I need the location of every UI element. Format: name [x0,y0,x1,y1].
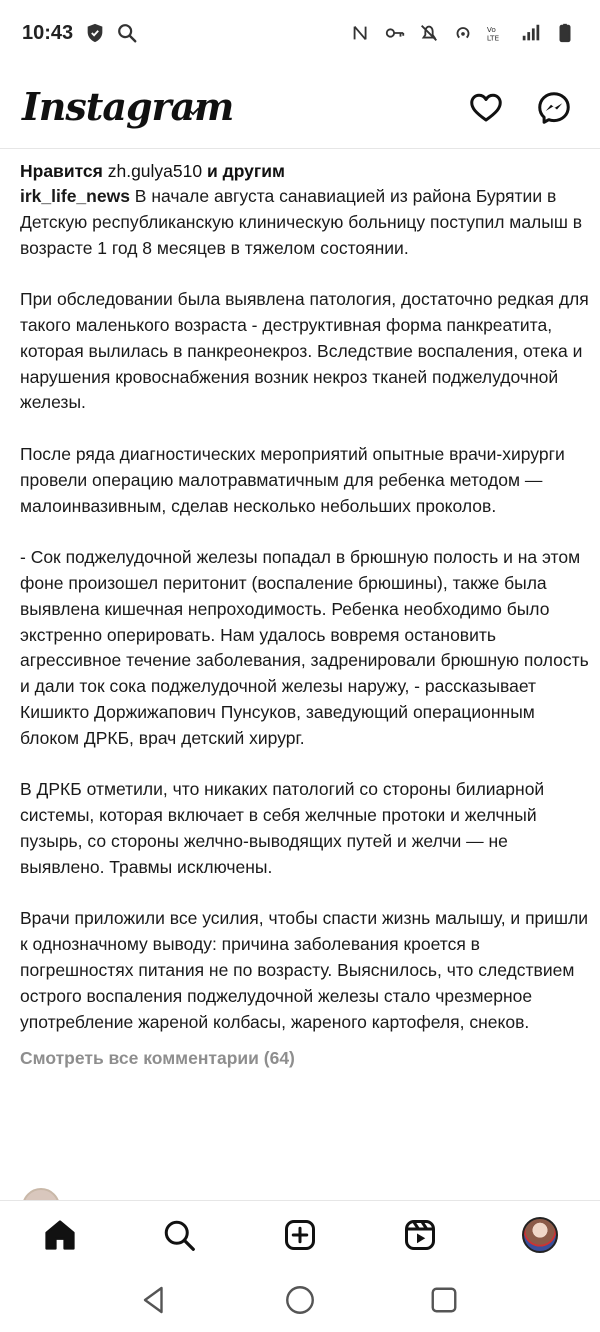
svg-text:Vo: Vo [486,25,496,35]
nav-search-button[interactable] [159,1215,199,1255]
caption-paragraph: - Сок поджелудочной железы попадал в брюшную полость и на этом фоне произошел перитонит (воспаление брюшины), также была выявлена кишечная непроходимость. Ребенка необходимо было экстренно оперировать. Нам удалось вовремя остановить агрессивное течение заболевания, задренировали брюшную полость и дали ток сока поджелудочной железы наружу, - рассказывает Кишикто Доржижапович Пунсуков, заведующий операционным блоком ДРКБ, врач детский хирург. [20,547,594,748]
caption-paragraph: Врачи приложили все усилия, чтобы спасти жизнь малышу, и пришли к однозначному выводу: причина заболевания кроется в погрешностях питания не по возрасту. Выяснилось, что следствием острого воспаления поджелудочной железы стало чрезмерное употребление жареной колбасы, жареного картофеля, снеков. [20,908,593,1032]
nav-home-button[interactable] [40,1215,80,1255]
chevron-down-icon[interactable] [184,102,202,120]
hotspot-icon [452,22,474,44]
view-comments-link[interactable]: Смотреть все комментарии (64) [20,1048,295,1069]
likes-user[interactable]: zh.gulya510 [107,161,203,181]
post-caption [20,184,594,1035]
svg-text:LTE: LTE [486,33,500,43]
instagram-logo[interactable]: Instagram [22,84,234,129]
bottom-nav [0,1200,600,1269]
status-bar [0,0,600,70]
nav-reels-button[interactable] [400,1215,440,1255]
system-nav-bar [0,1268,600,1332]
back-icon[interactable] [136,1282,172,1318]
signal-icon [520,22,542,44]
search-icon [161,1217,197,1253]
post-content [20,158,594,1071]
likes-prefix: Нравится [20,161,108,181]
caption-paragraph: При обследовании была выявлена патология, достаточно редкая для такого маленького возраста - деструктивная форма панкреатита, которая вылилась в панкреонекроз. Вследствие воспаления, отека и нарушения кровоснабжения возник некроз тканей поджелудочной железы. [20,289,594,413]
caption-paragraph [20,184,590,261]
nav-profile-button[interactable] [520,1215,560,1255]
caption-paragraph: После ряда диагностических мероприятий опытные врачи-хирурги провели операцию малотравматичным для ребенка методом — малоинвазивным, сделав несколько небольших проколов. [20,443,570,516]
recents-icon[interactable] [426,1282,462,1318]
status-time: 10:43 [22,22,74,44]
header-divider [0,148,600,149]
messenger-icon[interactable] [536,90,572,126]
home-circle-icon[interactable] [282,1282,318,1318]
likes-suffix: и другим [202,161,285,181]
caption-text: В начале августа санавиацией из района Бурятии в Детскую республиканскую клиническую больницу поступил малыш в возрасте 1 год 8 месяцев в тяжелом состоянии. [20,186,587,258]
reels-icon [402,1217,438,1253]
battery-icon [554,22,576,44]
mute-icon [418,22,440,44]
caption-username[interactable]: irk_life_news [20,186,130,206]
likes-line[interactable] [20,158,590,184]
home-icon [42,1217,78,1253]
add-post-icon [282,1217,318,1253]
key-icon [384,22,406,44]
search-icon [116,22,138,44]
profile-avatar [522,1217,558,1253]
nav-add-button[interactable] [280,1215,320,1255]
heart-icon[interactable] [468,90,504,126]
nfc-icon [350,22,372,44]
caption-paragraph: В ДРКБ отметили, что никаких патологий со стороны билиарной системы, которая включает в себя желчные протоки и желчный пузырь, со стороны желчно-выводящих путей и желчи — не выявлено. Травмы исключены. [20,779,550,877]
volte-icon [486,22,508,44]
shield-icon [84,22,106,44]
app-header [0,70,600,148]
